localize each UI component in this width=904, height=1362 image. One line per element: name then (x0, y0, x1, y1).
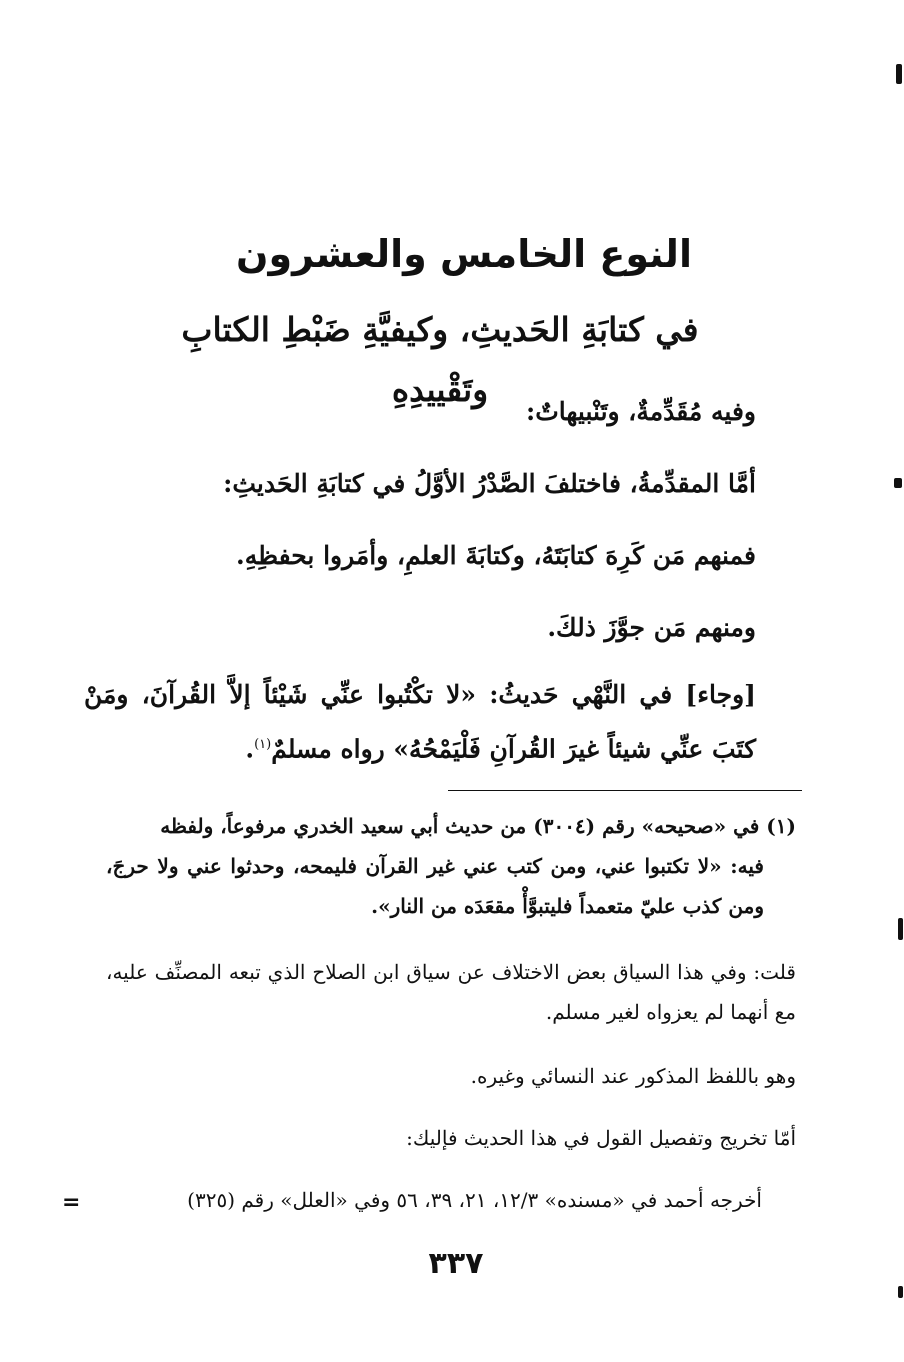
chapter-subtitle: في كتابَةِ الحَديثِ، وكيفيَّةِ ضَبْطِ الكتابِ وتَقْييدِهِ (181, 310, 699, 409)
scan-edge-mark (898, 918, 903, 940)
scan-edge-mark (894, 478, 902, 488)
footnote-paragraph-takhrij: أمّا تخريج وتفصيل القول في هذا الحديث فإليك: (406, 1126, 796, 1150)
footnote-1 (106, 806, 796, 926)
chapter-title: النوع الخامس والعشرون (236, 232, 692, 276)
hadith-text: [وجاء] في النَّهْي حَديثُ: «لا تكْتُبوا عنِّي شَيْئاً إلاَّ القُرآنَ، ومَنْ كتَبَ عنِّي شيئاً غيرَ القُرآنِ فَلْيَمْحُهُ» رواه مسلمٌ (84, 680, 756, 764)
footnote-paragraph-qult: قلت: وفي هذا السياق بعض الاختلاف عن سياق ابن الصلاح الذي تبعه المصنِّف عليه، مع أنهما لم يعزواه لغير مسلم. (106, 960, 796, 1024)
body-line: أمَّا المقدِّمةُ، فاختلفَ الصَّدْرُ الأوَّلُ في كتابَةِ الحَديثِ: (223, 469, 756, 498)
footnote-paragraph-lafz: وهو باللفظ المذكور عند النسائي وغيره. (470, 1064, 796, 1088)
body-line: وفيه مُقَدِّمةٌ، وتَنْبيهاتٌ: (526, 397, 756, 426)
footnote-separator (448, 790, 802, 791)
footnote-1-quote: فيه: «لا تكتبوا عني، ومن كتب عني غير القرآن فليمحه، وحدثوا عني ولا حرجَ، ومن كذب عليّ متعمداً فليتبوَّأْ مقعَدَه من النار». (106, 854, 764, 918)
scan-edge-mark (896, 64, 902, 84)
scan-edge-mark (898, 1286, 903, 1298)
footnote-paragraph-akhrajahu: أخرجه أحمد في «مسنده» ١٢/٣، ٢١، ٣٩، ٥٦ وفي «العلل» رقم (٣٢٥) (187, 1188, 762, 1212)
page-number: ٣٣٧ (428, 1246, 484, 1281)
hadith-end: . (245, 734, 255, 764)
footnote-1-first-line: (١) في «صحيحه» رقم (٣٠٠٤) من حديث أبي سعيد الخدري مرفوعاً، ولفظه (160, 814, 796, 838)
body-line: ومنهم مَن جوَّزَ ذلكَ. (547, 613, 756, 642)
continuation-mark: = (62, 1190, 81, 1215)
footnote-reference: (١) (254, 737, 272, 752)
body-line: فمنهم مَن كَرِهَ كتابَتَهُ، وكتابَةَ العلمِ، وأمَروا بحفظِهِ. (236, 541, 756, 570)
hadith-paragraph (84, 670, 756, 774)
